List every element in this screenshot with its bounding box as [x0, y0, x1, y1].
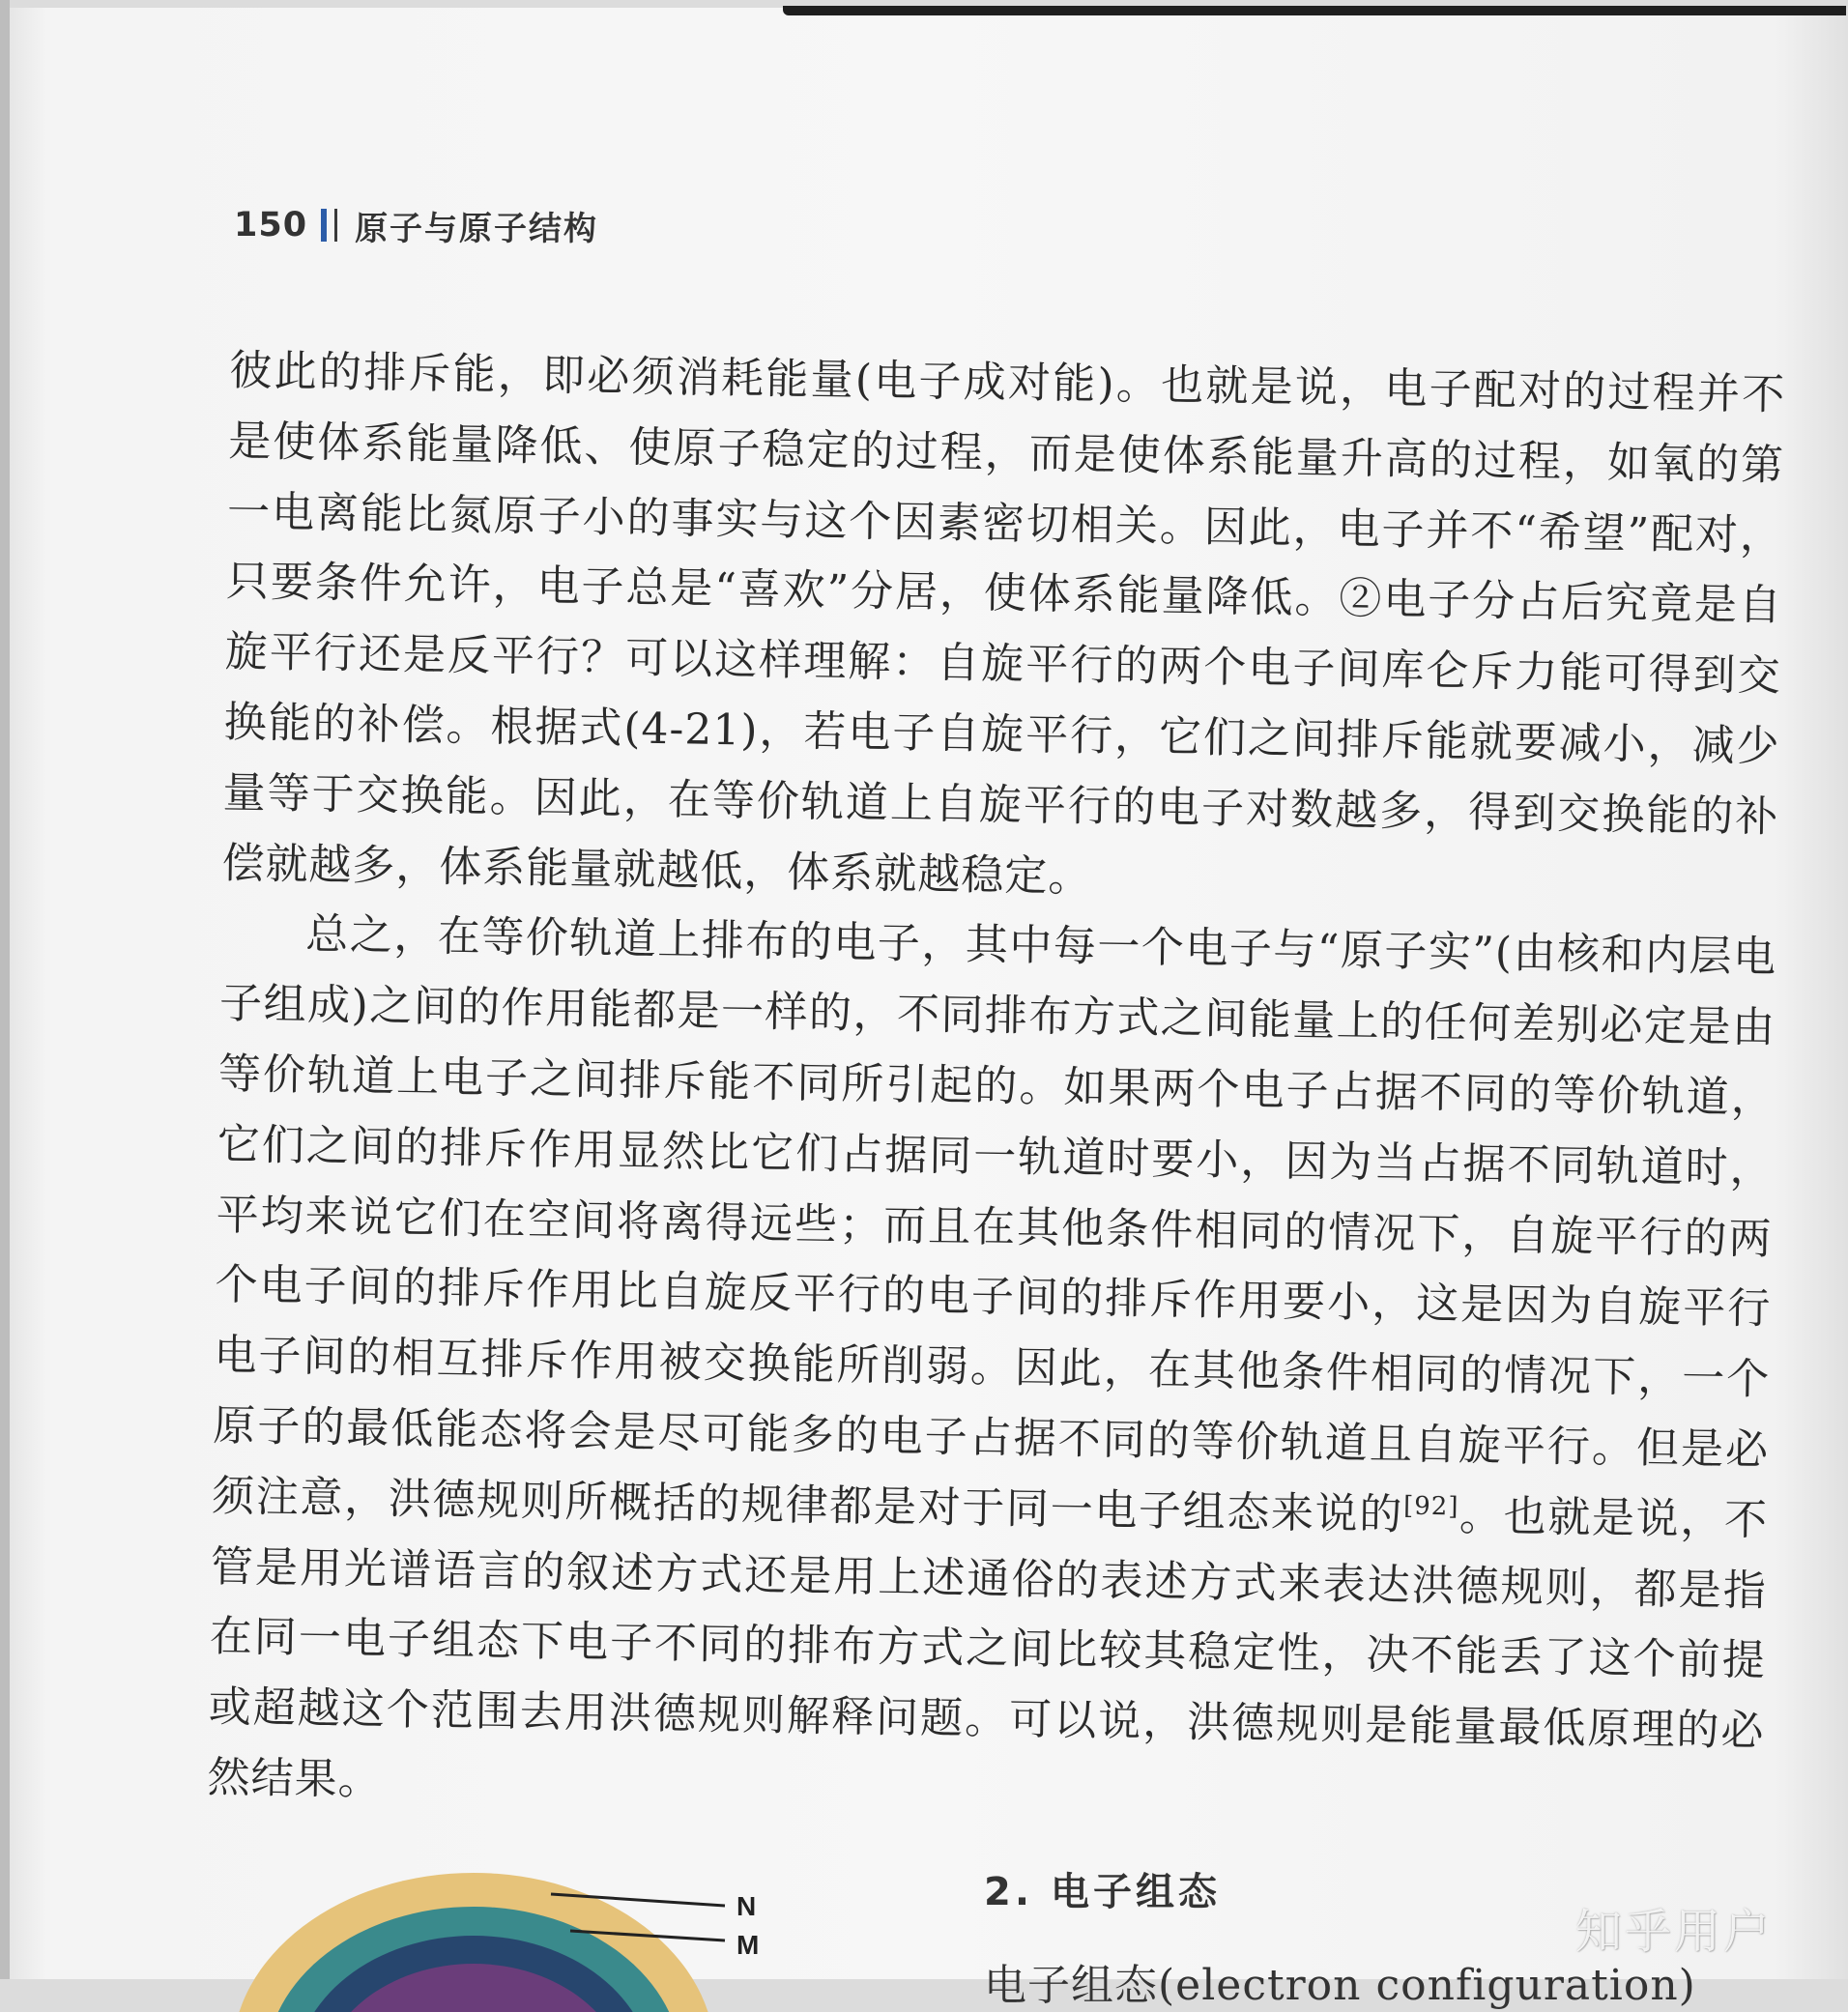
section-intro-text: 电子组态(electron configuration) [984, 1961, 1696, 2010]
chapter-title: 原子与原子结构 [355, 209, 599, 248]
shell-label-m: M [736, 1930, 760, 1960]
page-top-edge [783, 6, 1846, 15]
page-number: 150 [234, 206, 308, 244]
section-heading: 2. 电子组态 [984, 1870, 1221, 1914]
citation-reference: [92] [1402, 1491, 1459, 1522]
paragraph-2 [207, 899, 1777, 1838]
book-page [10, 8, 1848, 2010]
shell-label-n: N [736, 1891, 757, 1921]
body-text [207, 336, 1786, 1838]
paragraph-2-text-cont: 。也就是说，不管是用光谱语言的叙述方式还是用上述通俗的表述方式来表达洪德规则，都是指在同一电子组态下电子不同的排布方式之间比较其稳定性，决不能丢了这个前提或超越这个范围去用洪德规则解释问题。可以说，洪德规则是能量最低原理的必然结果。 [207, 1490, 1769, 1805]
running-header [234, 201, 598, 249]
paragraph-2-text: 总之，在等价轨道上排布的电子，其中每一个电子与“原子实”(由核和内层电子组成)之间的作用能都是一样的，不同排布方式之间能量上的任何差别必定是由等价轨道上电子之间排斥能不同所引起的。如果两个电子占据不同的等价轨道，它们之间的排斥作用显然比它们占据同一轨道时要小，因为当占据不同轨道时，平均来说它们在空间将离得远些；而且在其他条件相同的情况下，自旋平行的两个电子间的排斥作用比自旋反平行的电子间的排斥作用要小，这是因为自旋平行电子间的相互排斥作用被交换能所削弱。因此，在其他条件相同的情况下，一个原子的最低能态将会是尽可能多的电子占据不同的等价轨道且自旋平行。但是必须注意，洪德规则所概括的规律都是对于同一电子组态来说的 [211, 909, 1777, 1539]
left-page-edge [0, 0, 10, 1979]
paragraph-1: 彼此的排斥能，即必须消耗能量(电子成对能)。也就是说，电子配对的过程并不是使体系能量降低、使原子稳定的过程，而是使体系能量升高的过程，如氧的第一电离能比氮原子小的事实与这个因素密切相关。因此，电子并不“希望”配对，只要条件允许，电子总是“喜欢”分居，使体系能量降低。②电子分占后究竟是自旋平行还是反平行？可以这样理解：自旋平行的两个电子间库仑斥力能可得到交换能的补偿。根据式(4-21)，若电子自旋平行，它们之间排斥能就要减小，减少量等于交换能。因此，在等价轨道上自旋平行的电子对数越多，得到交换能的补偿就越多，体系能量就越低，体系就越稳定。 [221, 345, 1786, 902]
header-thin-bar [334, 209, 337, 242]
watermark: 知乎用户 [1575, 1905, 1774, 1959]
header-blue-bar [321, 209, 327, 242]
atomic-shell-diagram [232, 1873, 812, 1989]
header-divider-bars [321, 209, 337, 242]
